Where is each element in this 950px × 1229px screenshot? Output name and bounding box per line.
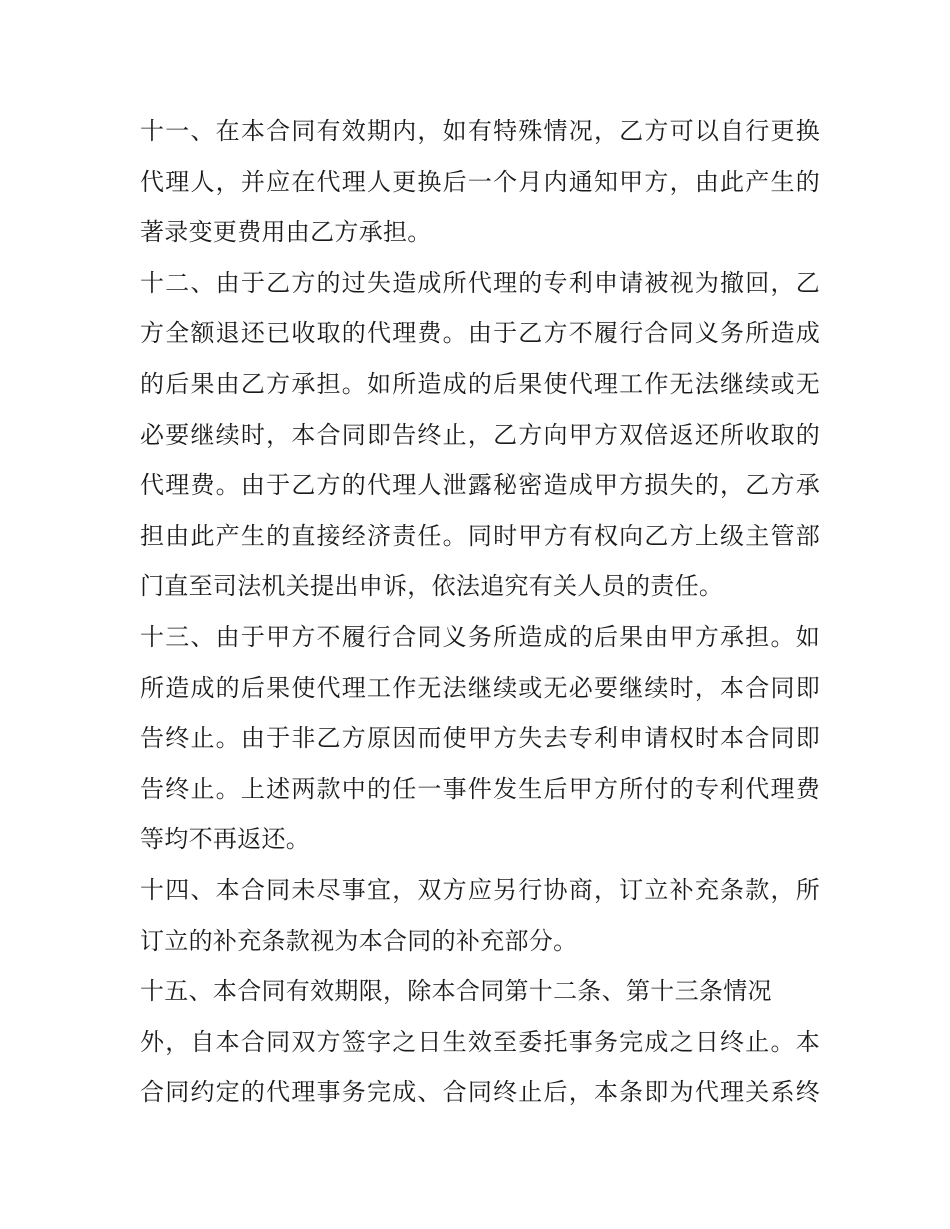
text-line: 十四、本合同未尽事宜，双方应另行协商，订立补充条款，所	[140, 875, 820, 904]
text-line: 等均不再返还。	[140, 825, 311, 854]
text-line: 十三、由于甲方不履行合同义务所造成的后果由甲方承担。如	[140, 622, 820, 651]
text-line: 合同约定的代理事务完成、合同终止后，本条即为代理关系终	[140, 1078, 820, 1107]
text-line: 担由此产生的直接经济责任。同时甲方有权向乙方上级主管部	[140, 521, 820, 550]
text-line: 方全额退还已收取的代理费。由于乙方不履行合同义务所造成	[140, 319, 820, 348]
text-line: 著录变更费用由乙方承担。	[140, 218, 432, 247]
text-line: 的后果由乙方承担。如所造成的后果使代理工作无法继续或无	[140, 369, 820, 398]
text-line: 十五、本合同有效期限，除本合同第十二条、第十三条情况	[140, 977, 772, 1006]
text-line: 外，自本合同双方签字之日生效至委托事务完成之日终止。本	[140, 1027, 820, 1056]
text-line: 十二、由于乙方的过失造成所代理的专利申请被视为撤回，乙	[140, 268, 820, 297]
text-line: 告终止。由于非乙方原因而使甲方失去专利申请权时本合同即	[140, 724, 820, 753]
text-line: 门直至司法机关提出申诉，依法追究有关人员的责任。	[140, 572, 724, 601]
text-line: 必要继续时，本合同即告终止，乙方向甲方双倍返还所收取的	[140, 420, 820, 449]
text-line: 订立的补充条款视为本合同的补充部分。	[140, 926, 578, 955]
text-line: 告终止。上述两款中的任一事件发生后甲方所付的专利代理费	[140, 774, 820, 803]
text-line: 代理人，并应在代理人更换后一个月内通知甲方，由此产生的	[140, 167, 820, 196]
text-line: 所造成的后果使代理工作无法继续或无必要继续时，本合同即	[140, 673, 820, 702]
contract-text	[140, 106, 820, 1118]
text-line: 十一、在本合同有效期内，如有特殊情况，乙方可以自行更换	[140, 117, 820, 145]
text-line: 代理费。由于乙方的代理人泄露秘密造成甲方损失的，乙方承	[140, 471, 820, 500]
